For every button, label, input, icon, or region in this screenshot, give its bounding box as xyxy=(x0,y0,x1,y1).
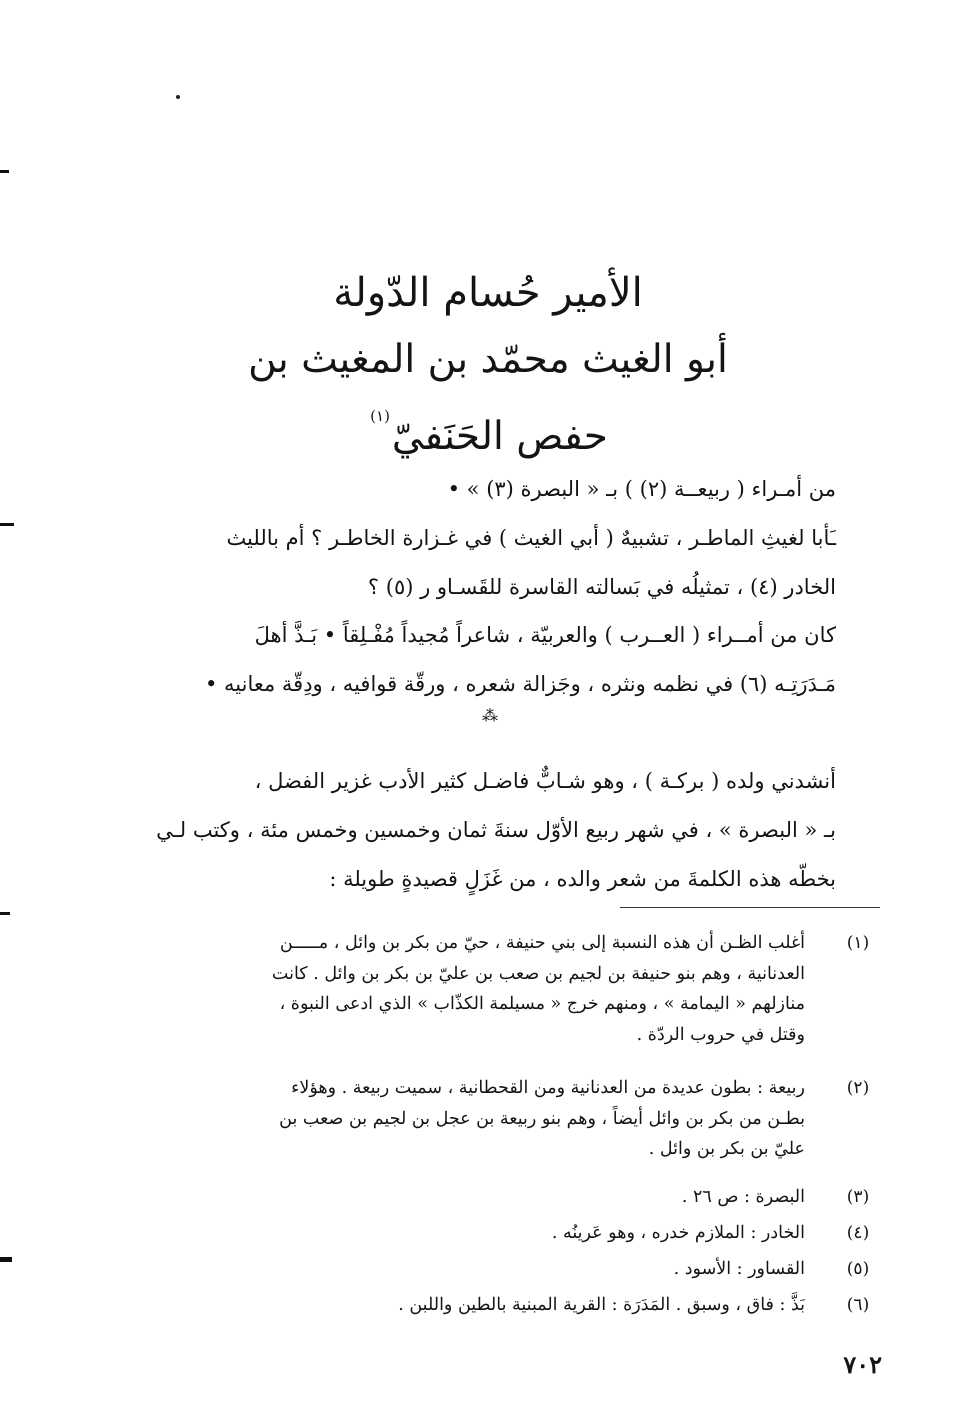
footnote-line: وقتل في حروب الردّة . xyxy=(636,1024,805,1045)
page-subtitle xyxy=(200,332,776,465)
footnote-line: القساور : الأسود . xyxy=(673,1259,805,1279)
text-line: كان من أمــراء ( العــرب ) والعربيّة ، شاعراً مُجيداً مُفْـلِقاً • بَـذَّ أهلَ xyxy=(254,623,836,647)
footnote-line: أغلب الظـن أن هذه النسبة إلى بني حنيفة ، حيّ من بكر بن وائل ، مـــــن xyxy=(279,933,805,953)
page-title xyxy=(200,265,776,321)
footnote xyxy=(120,928,880,1050)
footnote-line: العدنانية ، وهم بنو حنيفة بن لجيم بن صعب بن عليّ بن بكر بن وائل . كانت xyxy=(271,963,805,984)
footnote-reference: (١) xyxy=(370,407,390,425)
text-line: بخطّه هذه الكلمةَ من شعر والده ، من غَزَلٍ قصيدةٍ طويلة : xyxy=(329,867,836,891)
footnote xyxy=(120,1218,880,1249)
footnote-line: بَذَّ : فاق ، وسبق . المَدَرَة : القرية المبنية بالطين واللبن . xyxy=(398,1295,805,1315)
footnote xyxy=(120,1254,880,1285)
footnote-divider xyxy=(620,907,880,908)
text-line: الخادر (٤) ، تمثيلُه في بَسالته القاسرة للقَسـاو ر (٥) ؟ xyxy=(367,575,836,599)
text-line: ـَأبا لغيثِ الماطـر ، تشبيهٌ ( أبي الغيث ) في غـزارة الخاطـر ؟ أم بالليث xyxy=(226,526,836,550)
footnote-line: عليّ بن بكر بن وائل . xyxy=(648,1139,805,1159)
footnote-number: (٥) xyxy=(846,1259,870,1279)
scan-dot-mark xyxy=(176,95,180,99)
footnote-number: (١) xyxy=(846,933,870,953)
footnote-number: (٢) xyxy=(846,1078,870,1098)
footnote xyxy=(120,1073,880,1165)
text-line: أنشدني ولده ( بركـة ) ، وهو شـابٌّ فاضـل كثير الأدب غزير الفضل ، xyxy=(254,769,836,793)
footnote-text xyxy=(120,1073,805,1165)
footnote-line: منازلهم « اليمامة » ، ومنهم خرج « مسيلمة الكذّاب » الذي ادعى النبوة ، xyxy=(279,994,805,1014)
footnote xyxy=(120,1182,880,1213)
text-line: من أمـراء ( ربيعــة (٢) ) بـ « البصرة (٣) » • xyxy=(447,477,836,501)
intro-paragraph xyxy=(130,465,836,612)
footnote-text xyxy=(120,928,805,1050)
footnote-line: ربيعة : بطون عديدة من العدنانية ومن القحطانية ، سميت ربيعة . وهؤلاء xyxy=(291,1078,805,1098)
scan-edge-mark xyxy=(0,170,9,173)
footnote-line: الخادر : الملازم خدره ، وهو عَرينُه . xyxy=(551,1223,805,1243)
footnote-text xyxy=(120,1290,805,1321)
footnote xyxy=(120,1290,880,1321)
text-line: بـ « البصرة » ، في شهر ربيع الأوّل سنةَ ثمان وخمسين وخمس مئة ، وكتب لـي xyxy=(156,818,836,842)
footnote-text xyxy=(120,1182,805,1213)
scan-edge-mark xyxy=(0,523,14,526)
scan-edge-mark xyxy=(0,912,10,915)
description-paragraph xyxy=(130,611,836,709)
footnote-text xyxy=(120,1218,805,1249)
footnote-number: (٣) xyxy=(846,1187,870,1207)
text-line: مَـدَرَتِـه (٦) في نظمه ونثره ، وجَزالة شعره ، ورقّة قوافيه ، ودِقّة معانيه • xyxy=(204,672,836,696)
scan-edge-mark xyxy=(0,1257,12,1262)
title-name-line: الأمير حُسام الدّولة xyxy=(333,270,643,316)
footnote-line: البصرة : ص ٢٦ . xyxy=(681,1187,805,1207)
footnote-number: (٦) xyxy=(846,1295,870,1315)
title-full-name: أبو الغيث محمّد بن المغيث بن حفص الحَنَفيّ xyxy=(248,337,728,459)
stars-separator-icon: ⁂ xyxy=(482,706,498,725)
narration-paragraph xyxy=(130,757,836,904)
footnote-line: بطـن من بكر بن وائل أيضاً ، وهم بنو ربيعة بن عجل بن لجيم بن صعب بن xyxy=(279,1108,805,1129)
page-number: ٧٠٢ xyxy=(843,1350,882,1379)
footnote-text xyxy=(120,1254,805,1285)
footnote-number: (٤) xyxy=(846,1223,870,1243)
